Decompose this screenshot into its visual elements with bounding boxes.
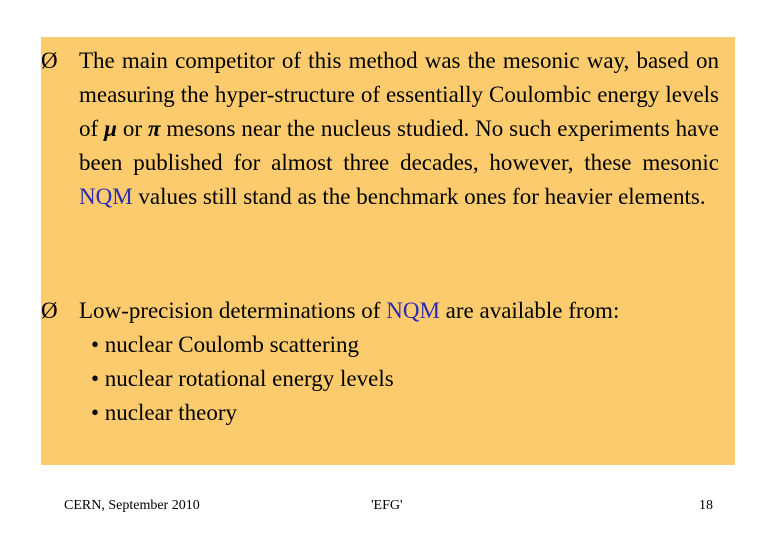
text-segment: or bbox=[116, 116, 148, 141]
text-segment: Low-precision determinations of bbox=[79, 298, 387, 323]
nqm-term: NQM bbox=[386, 298, 440, 323]
footer-center: 'EFG' bbox=[371, 498, 403, 513]
slide-content-box bbox=[41, 37, 735, 465]
footer-left: CERN, September 2010 bbox=[64, 498, 200, 513]
bullet-2-text bbox=[79, 294, 719, 328]
sub-item-coulomb-scattering: • nuclear Coulomb scattering bbox=[91, 332, 360, 357]
mu-symbol: μ bbox=[104, 116, 117, 141]
text-segment: are available from: bbox=[439, 298, 620, 323]
arrow-bullet-icon: Ø bbox=[41, 48, 58, 73]
nqm-term: NQM bbox=[79, 184, 133, 209]
sub-item-nuclear-theory: • nuclear theory bbox=[91, 400, 237, 425]
text-segment: values still stand as the benchmark ones for heavier elements. bbox=[132, 184, 706, 209]
page-number: 18 bbox=[699, 498, 713, 513]
bullet-1-text bbox=[79, 44, 719, 214]
bullet-2 bbox=[41, 294, 735, 430]
pi-symbol: π bbox=[147, 116, 161, 141]
sub-item-rotational-levels: • nuclear rotational energy levels bbox=[91, 366, 394, 391]
text-segment: The main competitor of this method was the mesonic way, based on measuring the hyper-structure of essentially Coulombic energy levels of bbox=[79, 48, 719, 141]
text-segment: mesons near the nucleus studied. No such experiments have been published for almost three decades, however, these mesonic bbox=[79, 116, 719, 175]
arrow-bullet-icon: Ø bbox=[41, 298, 58, 323]
bullet-1 bbox=[41, 44, 735, 214]
